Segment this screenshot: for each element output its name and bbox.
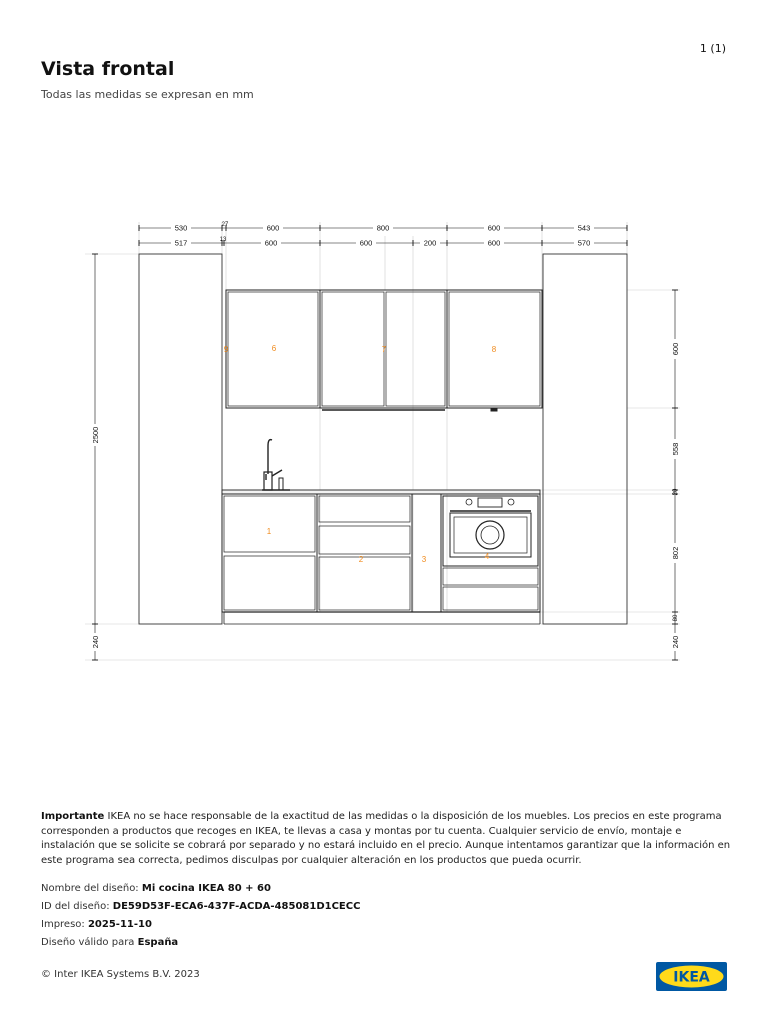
item-number-2: 2 <box>358 555 364 564</box>
item-number-8: 8 <box>491 345 497 354</box>
dim-right-802: 802 <box>671 546 680 560</box>
design-name-label: Nombre del diseño: <box>41 883 139 894</box>
tall-cabinet-left <box>139 254 222 624</box>
dim-right-80: 80 <box>673 614 679 622</box>
sink-faucet <box>262 440 290 490</box>
item-number-9: 9 <box>223 345 229 354</box>
printed-row <box>41 919 152 930</box>
dim-row2-517: 517 <box>174 238 188 248</box>
item-number-4: 4 <box>484 552 490 561</box>
dim-right-558: 558 <box>671 442 680 456</box>
dim-top-543: 543 <box>577 223 591 233</box>
page-title: Vista frontal <box>41 58 175 80</box>
page-number: 1 (1) <box>699 42 726 55</box>
item-number-1: 1 <box>266 527 272 536</box>
top-dimension-labels <box>171 222 594 233</box>
important-notice <box>41 810 731 868</box>
base-cabinet-1 <box>222 494 317 612</box>
dim-top-27: 27 <box>221 222 229 228</box>
logo-text: IKEA <box>673 969 710 986</box>
tall-cabinet-right <box>543 254 627 624</box>
dim-row2-600a: 600 <box>264 238 278 248</box>
tall-cabinets <box>139 254 627 624</box>
base-cabinet-3 <box>412 494 441 612</box>
important-label: Importante <box>41 811 105 822</box>
item-number-7: 7 <box>381 345 387 354</box>
page-subtitle: Todas las medidas se expresan en mm <box>41 88 254 101</box>
dim-row2-570: 570 <box>577 238 591 248</box>
dim-top-800: 800 <box>376 223 390 233</box>
design-name-row <box>41 883 271 894</box>
dim-row2-200: 200 <box>423 238 437 248</box>
item-number-6: 6 <box>271 344 277 353</box>
dim-row2-600c: 600 <box>487 238 501 248</box>
design-id-value: DE59D53F-ECA6-437F-ACDA-485081D1CECC <box>112 901 361 912</box>
valid-country: España <box>137 937 179 948</box>
dim-left-240: 240 <box>91 635 100 649</box>
dim-row2-600b: 600 <box>359 238 373 248</box>
extension-lines <box>85 222 680 660</box>
second-dimension-labels <box>171 237 594 248</box>
dim-right-20: 20 <box>673 488 679 496</box>
dim-left-2500: 2500 <box>91 426 100 444</box>
item-number-labels <box>224 344 497 564</box>
valid-row <box>41 937 178 948</box>
base-cabinet-2 <box>317 494 412 612</box>
dim-top-530: 530 <box>174 223 188 233</box>
design-name-value: Mi cocina IKEA 80 + 60 <box>141 883 271 894</box>
dim-top-600a: 600 <box>266 223 280 233</box>
important-text: IKEA no se hace responsable de la exactitud de las medidas o la disposición de los muebles. Los precios en este programa corresponden a productos que recoges en IKEA, te llevas a casa y montas por tu cuenta. Cualquier servicio de envío, montaje e instalación que se solicite se cobrará por separado y no estará incluido en el precio. Aunque intentamos garantizar que la información en este programa sea correcta, pedimos disculpas por cualquier alteración en los productos que pueda ocurrir. <box>41 811 731 866</box>
copyright: © Inter IKEA Systems B.V. 2023 <box>41 969 200 980</box>
dim-right-240: 240 <box>671 635 680 649</box>
ikea-logo <box>656 962 727 991</box>
dim-row2-13: 13 <box>219 237 227 243</box>
oven <box>443 496 538 566</box>
design-id-label: ID del diseño: <box>41 901 110 912</box>
printed-value: 2025-11-10 <box>87 919 152 930</box>
design-id-row <box>41 901 360 912</box>
item-number-3: 3 <box>421 555 427 564</box>
printed-label: Impreso: <box>41 919 85 930</box>
dim-top-600b: 600 <box>487 223 501 233</box>
dim-right-600: 600 <box>671 342 680 356</box>
valid-label: Diseño válido para <box>41 937 135 948</box>
